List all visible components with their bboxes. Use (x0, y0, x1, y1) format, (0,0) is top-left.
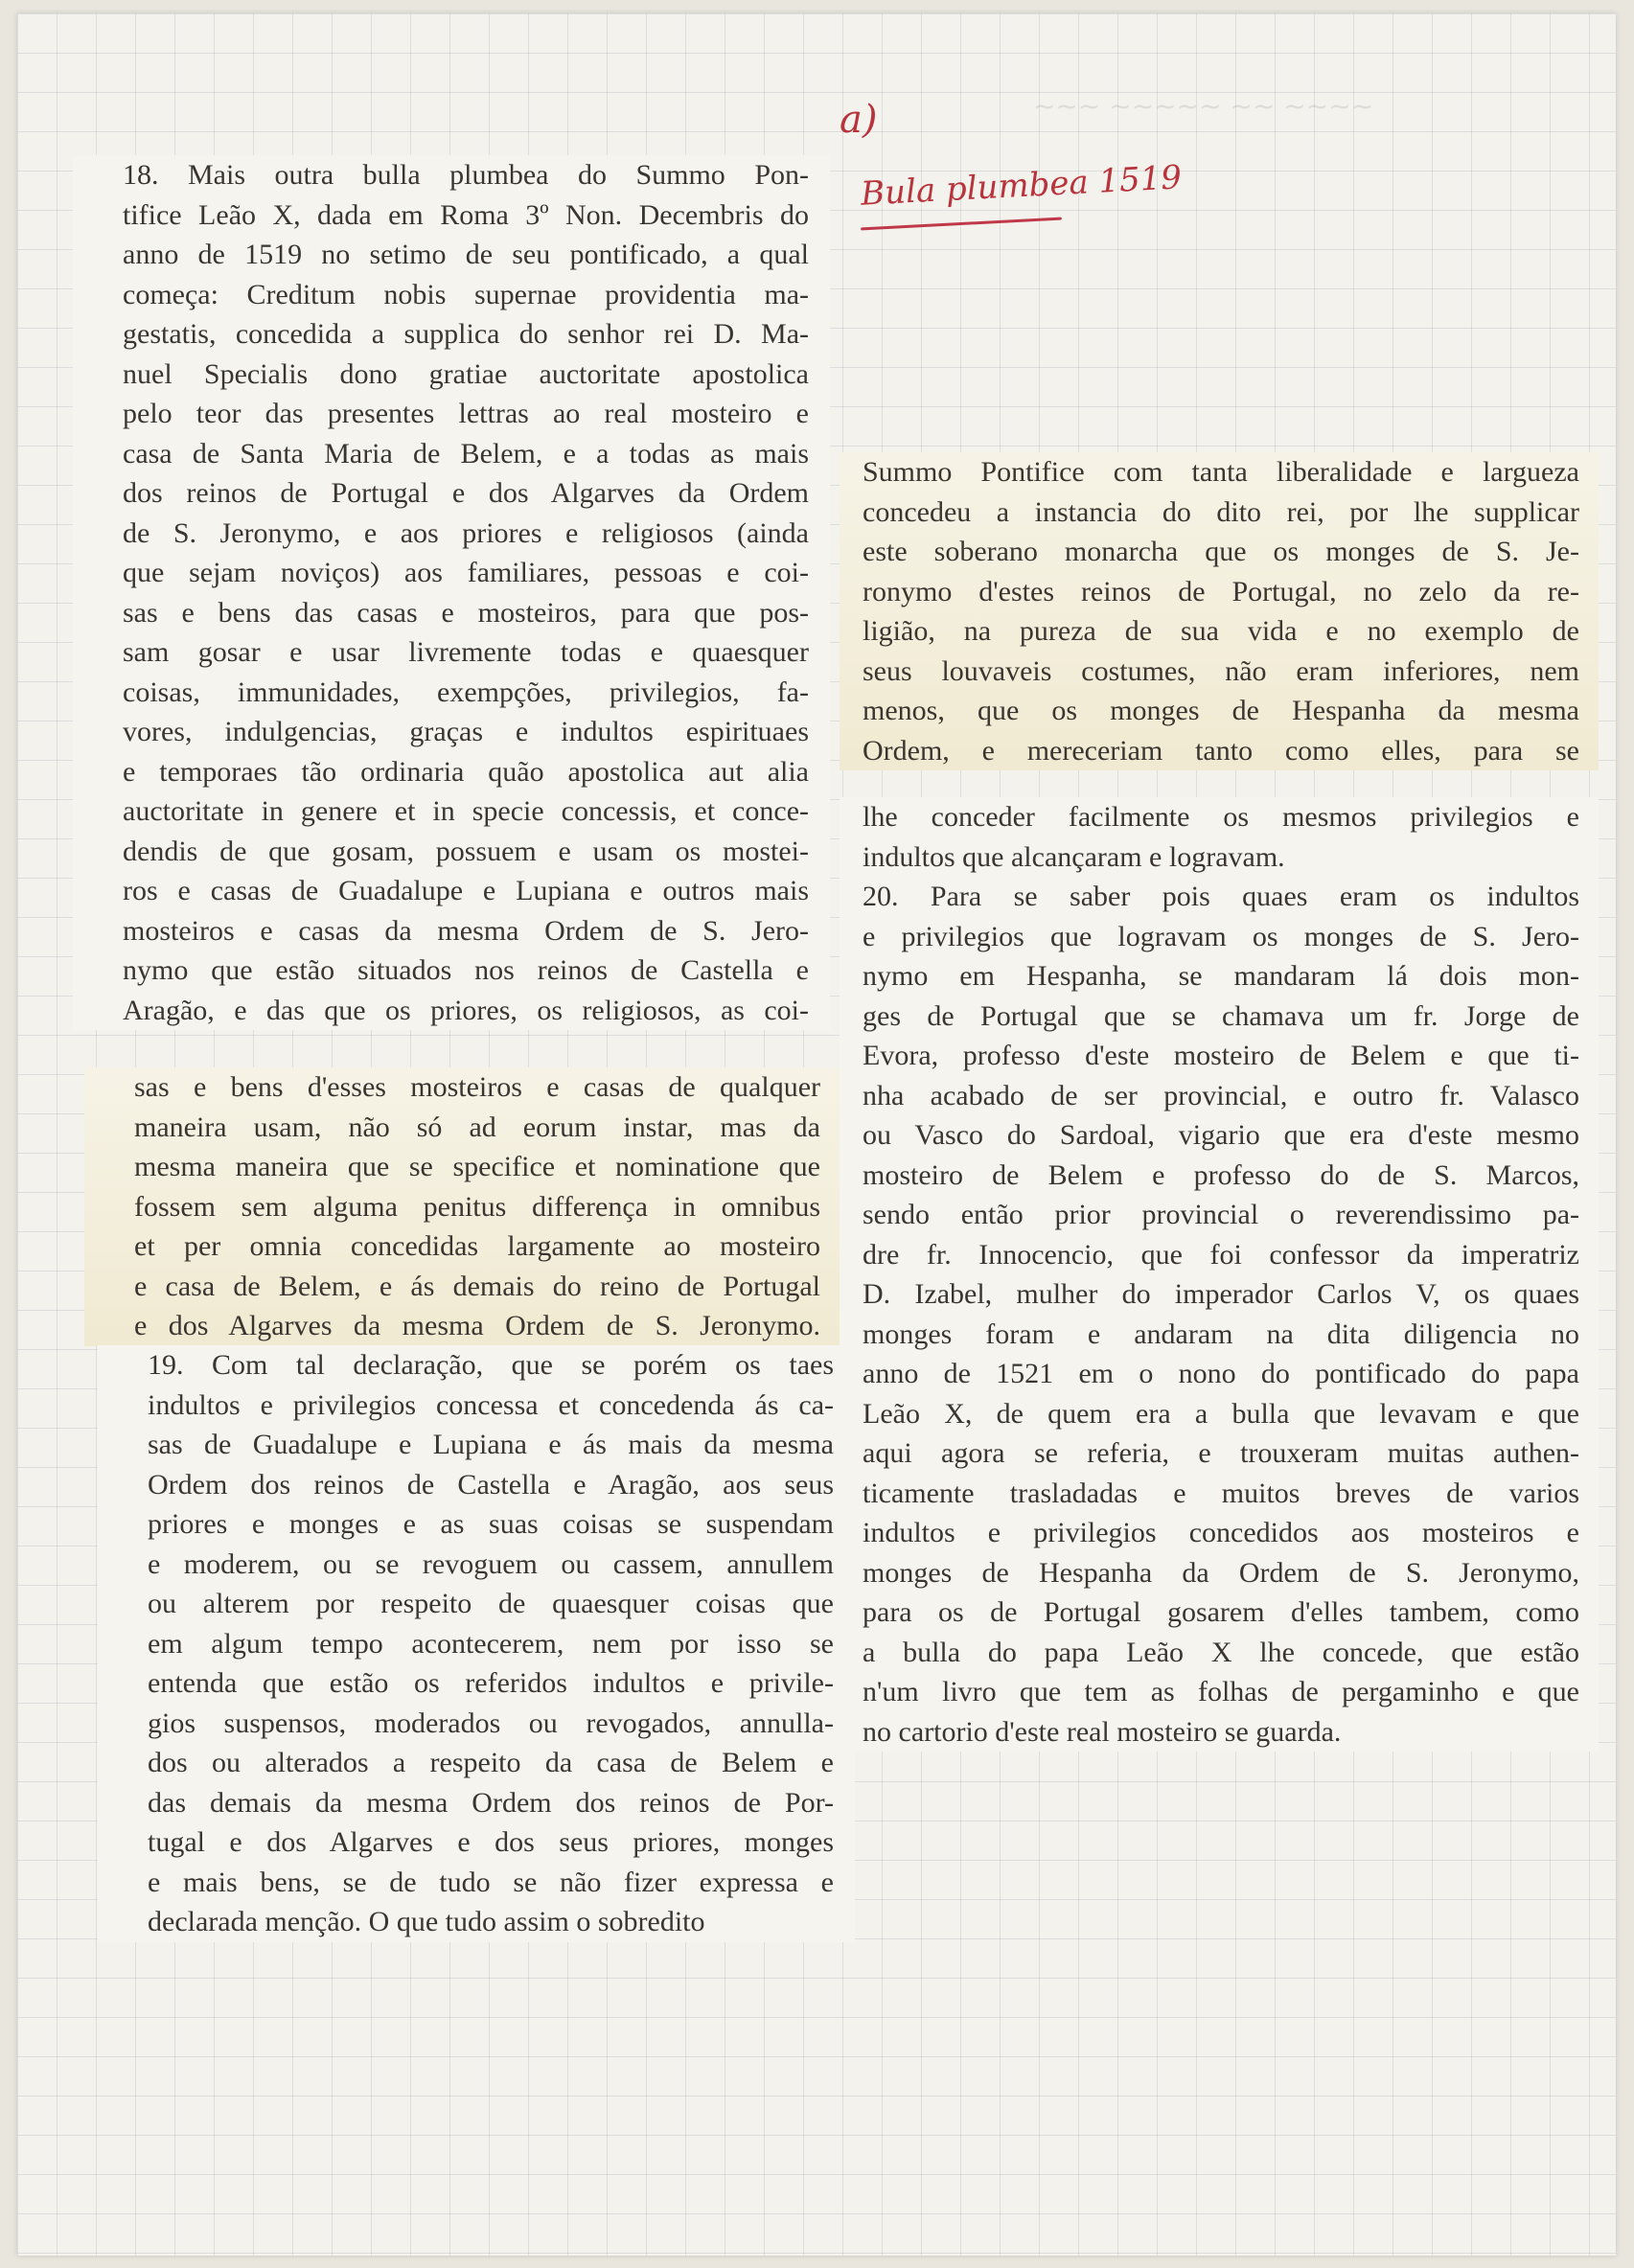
text-line: monges foram e andaram na dita diligencia no (863, 1317, 1579, 1350)
text-line: vores, indulgencias, graças e indultos espirituaes (123, 716, 809, 747)
text-line: anno de 1521 em o nono do pontificado do papa (863, 1358, 1579, 1389)
text-line: das demais da mesma Ordem dos reinos de Por- (148, 1786, 834, 1819)
text-line: nymo que estão situados nos reinos de Castella e (123, 954, 809, 986)
text-line: que sejam noviços) aos familiares, pessoas e coi- (123, 557, 809, 588)
clipping-left-2 (84, 1067, 841, 1346)
text-line: indultos que alcançaram e logravam. (863, 840, 1285, 873)
text-line: pelo teor das presentes lettras ao real mosteiro e (123, 398, 809, 429)
text-line: nuel Specialis dono gratiae auctoritate apostolica (123, 357, 809, 390)
text-line: Ordem dos reinos de Castella e Aragão, aos seus (148, 1468, 834, 1501)
text-line: tifice Leão X, dada em Roma 3º Non. Decembris do (123, 198, 809, 231)
text-line: seus louvaveis costumes, não eram inferiores, nem (863, 654, 1579, 687)
text-line: no cartorio d'este real mosteiro se guarda. (863, 1715, 1342, 1748)
clipping-right-1 (840, 452, 1599, 770)
text-line: gios suspensos, moderados ou revogados, annulla- (148, 1707, 834, 1739)
text-line: nymo em Hespanha, se mandaram lá dois mon- (863, 960, 1579, 992)
text-line: D. Izabel, mulher do imperador Carlos V, os quaes (863, 1278, 1579, 1310)
text-line: de S. Jeronymo, e aos priores e religiosos (ainda (123, 516, 809, 549)
text-line: gestatis, concedida a supplica do senhor rei D. Ma- (123, 318, 809, 350)
text-line: dre fr. Innocencio, que foi confessor da imperatriz (863, 1238, 1579, 1271)
text-line: fossem sem alguma penitus differença in omnibus (134, 1190, 820, 1223)
text-line: em algum tempo acontecerem, nem por isso se (148, 1627, 834, 1660)
text-line: a bulla do papa Leão X lhe concede, que estão (863, 1636, 1579, 1668)
text-line: ges de Portugal que se chamava um fr. Jorge de (863, 999, 1579, 1032)
text-line: declarada menção. O que tudo assim o sobredito (148, 1906, 705, 1937)
text-line: ou Vasco do Sardoal, vigario que era d'este mesmo (863, 1119, 1579, 1151)
text-line: dendis de que gosam, possuem e usam os mostei- (123, 835, 809, 867)
grid-paper-page (17, 13, 1616, 2256)
text-line: aqui agora se referia, e trouxeram muitas authen- (863, 1437, 1579, 1469)
text-line: Ordem, e mereceriam tanto como elles, para se (863, 734, 1579, 767)
text-line: sas e bens d'esses mosteiros e casas de qualquer (134, 1071, 820, 1103)
text-line: para os de Portugal gosarem d'elles tambem, como (863, 1596, 1579, 1628)
text-line: começa: Creditum nobis supernae providentia ma- (123, 278, 809, 310)
text-line: 19. Com tal declaração, que se porém os taes (148, 1349, 834, 1381)
text-line: e mais bens, se de tudo se não fizer expressa e (148, 1866, 834, 1898)
text-line: menos, que os monges de Hespanha da mesma (863, 695, 1579, 726)
text-line: entenda que estão os referidos indultos e privile- (148, 1667, 834, 1699)
annotation-underline (861, 218, 1062, 231)
text-line: e casa de Belem, e ás demais do reino de Portugal (134, 1270, 820, 1302)
text-line: e dos Algarves da mesma Ordem de S. Jeronymo. (134, 1310, 820, 1341)
text-line: este soberano monarcha que os monges de S. Je- (863, 536, 1579, 567)
text-line: Evora, professo d'este mosteiro de Belem e que ti- (863, 1040, 1579, 1071)
text-line: Aragão, e das que os priores, os religiosos, as coi- (123, 994, 809, 1026)
text-line: coisas, immunidades, exempções, privilegios, fa- (123, 676, 809, 708)
clipping-left-1 (73, 155, 830, 1030)
text-line: sas de Guadalupe e Lupiana e ás mais da mesma (148, 1429, 834, 1460)
text-line: 18. Mais outra bulla plumbea do Summo Pon- (123, 159, 809, 191)
annotation-letter: a) (840, 98, 878, 142)
clipping-right-2 (840, 797, 1599, 1752)
text-line: sam gosar e usar livremente todas e quaesquer (123, 636, 809, 668)
text-line: tugal e dos Algarves e dos seus priores, monges (148, 1826, 834, 1858)
text-line: Summo Pontifice com tanta liberalidade e largueza (863, 456, 1579, 488)
text-line: anno de 1519 no setimo de seu pontificado, a qual (123, 239, 809, 270)
text-line: auctoritate in genere et in specie concessis, et conce- (123, 795, 809, 827)
text-line: mosteiros e casas da mesma Ordem de S. Jero- (123, 914, 809, 947)
text-line: et per omnia concedidas largamente ao mosteiro (134, 1230, 820, 1262)
text-line: sas e bens das casas e mosteiros, para que pos- (123, 596, 809, 629)
text-line: monges de Hespanha da Ordem de S. Jeronymo, (863, 1556, 1579, 1589)
text-line: ronymo d'estes reinos de Portugal, no zelo da re- (863, 575, 1579, 607)
text-line: maneira usam, não só ad eorum instar, mas da (134, 1111, 820, 1143)
text-line: ligião, na pureza de sua vida e no exemplo de (863, 615, 1579, 647)
show-through-marks: ~~~ ~~~~~ ~~ ~~~~ (1033, 90, 1374, 122)
clipping-left-3 (98, 1345, 855, 1942)
text-line: dos reinos de Portugal e dos Algarves da Ordem (123, 477, 809, 509)
text-line: casa de Santa Maria de Belem, e a todas as mais (123, 437, 809, 470)
text-line: Leão X, de quem era a bulla que levavam e que (863, 1397, 1579, 1430)
text-line: priores e monges e as suas coisas se suspendam (148, 1508, 834, 1540)
text-line: e moderem, ou se revoguem ou cassem, annullem (148, 1547, 834, 1580)
text-line: ros e casas de Guadalupe e Lupiana e outros mais (123, 875, 809, 906)
text-line: dos ou alterados a respeito da casa de Belem e (148, 1747, 834, 1778)
text-line: e temporaes tão ordinaria quão apostolica aut alia (123, 755, 809, 788)
text-line: sendo então prior provincial o reverendissimo pa- (863, 1199, 1579, 1230)
text-line: nha acabado de ser provincial, e outro fr. Valasco (863, 1079, 1579, 1111)
text-line: ou alterem por respeito de quaesquer coisas que (148, 1588, 834, 1619)
text-line: lhe conceder facilmente os mesmos privilegios e (863, 801, 1579, 833)
text-line: indultos e privilegios concessa et concedenda ás ca- (148, 1388, 834, 1421)
text-line: concedeu a instancia do dito rei, por lhe supplicar (863, 495, 1579, 528)
text-line: ticamente trasladadas e muitos breves de varios (863, 1477, 1579, 1509)
text-line: mesma maneira que se specifice et nominatione que (134, 1151, 820, 1182)
text-line: indultos e privilegios concedidos aos mosteiros e (863, 1517, 1579, 1548)
text-line: mosteiro de Belem e professo do de S. Marcos, (863, 1158, 1579, 1191)
text-line: 20. Para se saber pois quaes eram os indultos (863, 881, 1579, 912)
text-line: e privilegios que logravam os monges de S. Jero- (863, 920, 1579, 952)
annotation-note: Bula plumbea 1519 (860, 158, 1183, 214)
text-line: n'um livro que tem as folhas de pergaminho e que (863, 1676, 1579, 1707)
